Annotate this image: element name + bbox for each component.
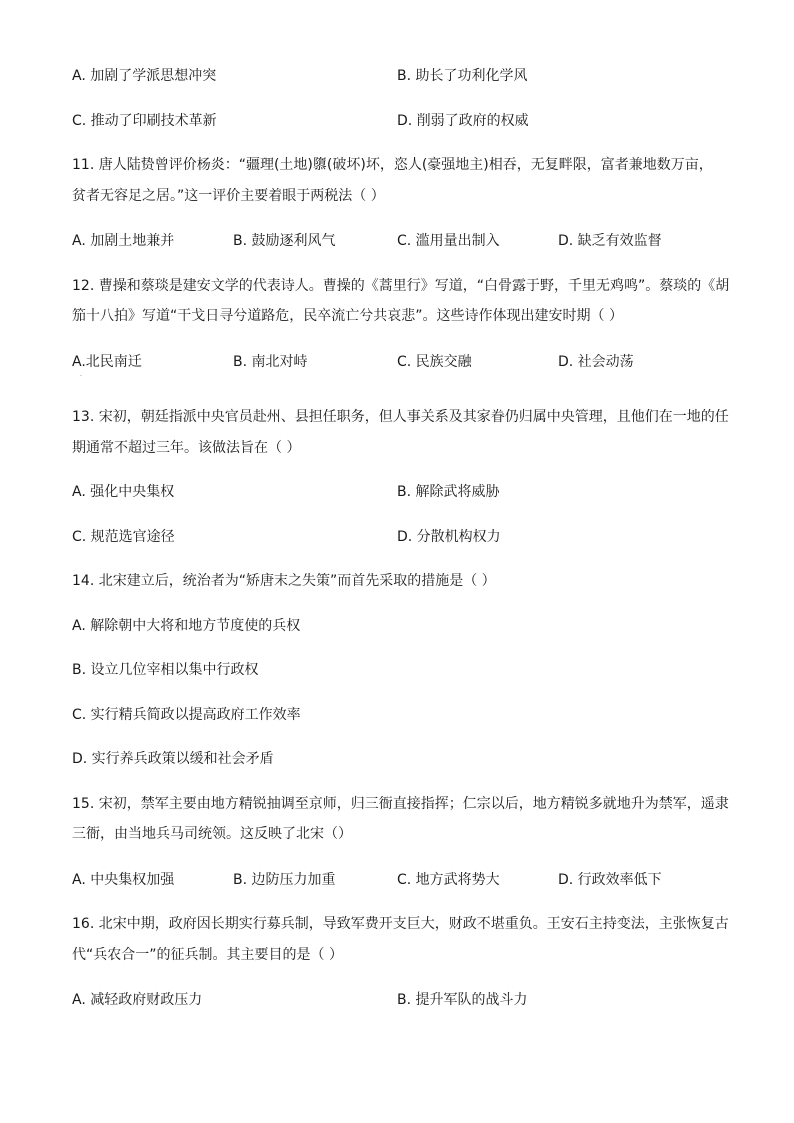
q13-stem-line2: 期通常不超过三年。该做法旨在（ ） bbox=[72, 440, 301, 456]
q12-option-a: A.北民南迁 bbox=[72, 354, 142, 370]
q16-option-a: A. 减轻政府财政压力 bbox=[72, 992, 203, 1008]
q14-option-a: A. 解除朝中大将和地方节度使的兵权 bbox=[72, 618, 301, 634]
q12-stem-line2: 笳十八拍》写道“干戈日寻兮道路危，民卒流亡兮共哀悲”。这些诗作体现出建安时期（ ） bbox=[72, 308, 623, 324]
q15-option-c: C. 地方武将势大 bbox=[397, 872, 500, 888]
q14-stem-line1: 14. 北宋建立后，统治者为“矫唐末之失策”而首先采取的措施是（ ） bbox=[72, 573, 496, 589]
q11-option-d: D. 缺乏有效监督 bbox=[558, 233, 662, 249]
q11-option-c: C. 滥用量出制入 bbox=[397, 233, 500, 249]
q16-stem-line1: 16. 北宋中期，政府因长期实行募兵制，导致军费开支巨大，财政不堪重负。王安石主持变法，主张恢复古 bbox=[72, 916, 729, 932]
q15-option-a: A. 中央集权加强 bbox=[72, 872, 175, 888]
prev-option-d: D. 削弱了政府的权威 bbox=[397, 113, 529, 129]
q11-option-b: B. 鼓励逐利风气 bbox=[233, 233, 336, 249]
q12-option-b: B. 南北对峙 bbox=[233, 354, 308, 370]
q13-stem-line1: 13. 宋初，朝廷指派中央官员赴州、县担任职务，但人事关系及其家眷仍归属中央管理，且他们在一地的任 bbox=[72, 409, 729, 425]
q14-option-c: C. 实行精兵简政以提高政府工作效率 bbox=[72, 707, 301, 723]
q11-stem-line1: 11. 唐人陆贽曾评价杨炎：“疆理(土地)隳(破坏)坏，恣人(豪强地主)相吞，无复畔限，富者兼地数万亩， bbox=[72, 157, 713, 173]
q13-option-b: B. 解除武将威胁 bbox=[397, 484, 500, 500]
prev-option-b: B. 助长了功利化学风 bbox=[397, 68, 528, 84]
prev-option-a: A. 加剧了学派思想冲突 bbox=[72, 68, 217, 84]
q13-option-a: A. 强化中央集权 bbox=[72, 484, 175, 500]
q15-stem-line2: 三衙，由当地兵马司统领。这反映了北宋（） bbox=[72, 826, 352, 842]
q12-option-d: D. 社会动荡 bbox=[558, 354, 634, 370]
q12-stem-line1: 12. 曹操和蔡琰是建安文学的代表诗人。曹操的《蒿里行》写道，“白骨露于野，千里无鸡鸣”。蔡琰的《胡 bbox=[72, 278, 730, 294]
q14-option-d: D. 实行养兵政策以缓和社会矛盾 bbox=[72, 751, 274, 767]
q15-stem-line1: 15. 宋初，禁军主要由地方精锐抽调至京师，归三衙直接指挥；仁宗以后，地方精锐多就地升为禁军，遥隶 bbox=[72, 796, 729, 812]
q16-option-b: B. 提升军队的战斗力 bbox=[397, 992, 528, 1008]
q15-option-d: D. 行政效率低下 bbox=[558, 872, 662, 888]
q14-option-b: B. 设立几位宰相以集中行政权 bbox=[72, 662, 259, 678]
q16-stem-line2: 代“兵农合一”的征兵制。其主要目的是（ ） bbox=[72, 947, 343, 963]
stray-mark: · bbox=[80, 373, 82, 380]
q12-option-c: C. 民族交融 bbox=[397, 354, 472, 370]
q11-stem-line2: 贫者无容足之居。”这一评价主要着眼于两税法（ ） bbox=[72, 188, 385, 204]
prev-option-c: C. 推动了印刷技术革新 bbox=[72, 113, 217, 129]
q11-option-a: A. 加剧土地兼并 bbox=[72, 233, 175, 249]
q15-option-b: B. 边防压力加重 bbox=[233, 872, 336, 888]
q13-option-d: D. 分散机构权力 bbox=[397, 529, 501, 545]
q13-option-c: C. 规范选官途径 bbox=[72, 529, 175, 545]
